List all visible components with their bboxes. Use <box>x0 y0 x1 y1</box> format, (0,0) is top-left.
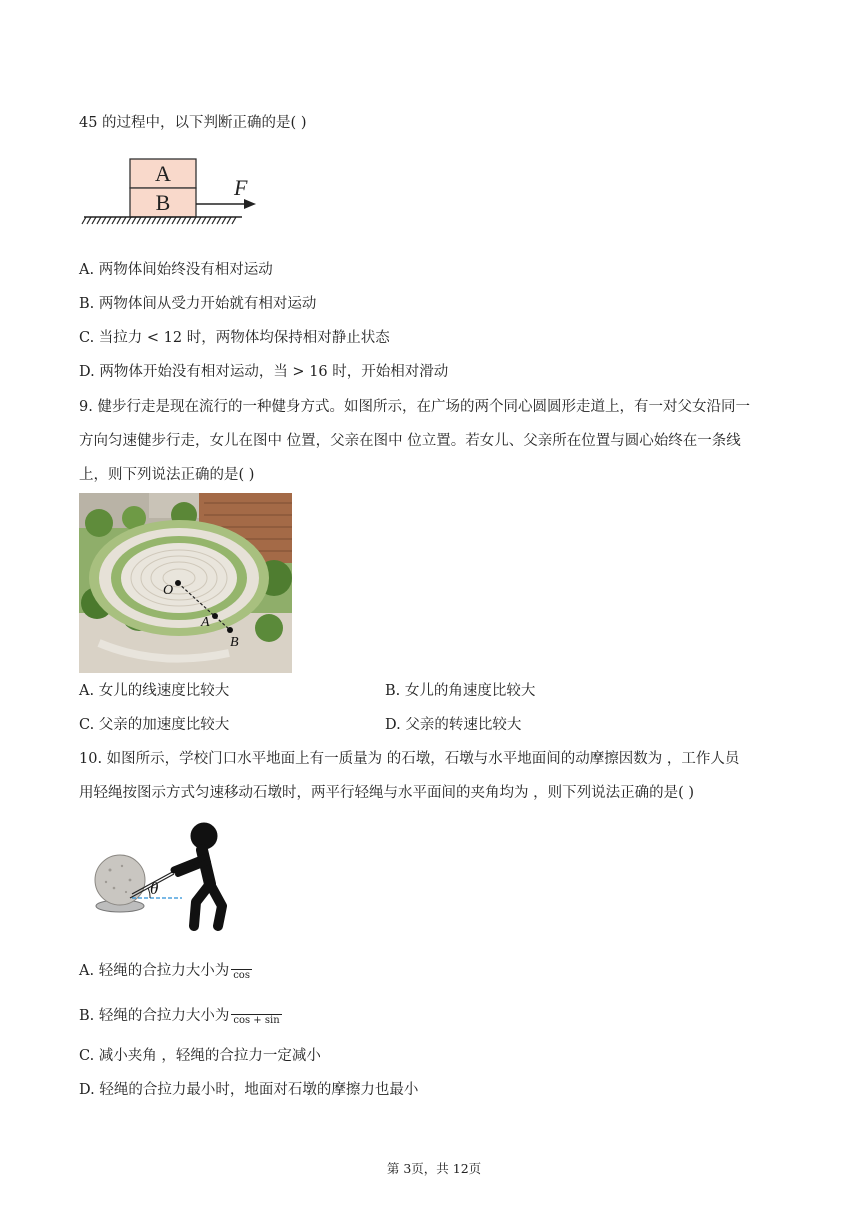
label-b: B <box>230 635 239 650</box>
ground-hatch <box>132 217 136 224</box>
ground-hatch <box>202 217 206 224</box>
q10-stem-line-2: 用轻绳按图示方式匀速移动石墩时，两平行轻绳与水平面间的夹角均为 ，则下列说法正确的是( ) <box>79 785 695 801</box>
ground-hatch <box>147 217 151 224</box>
ground-hatch <box>97 217 101 224</box>
ground-hatch <box>87 217 91 224</box>
block-b-label: B <box>155 190 171 215</box>
ground-hatch <box>217 217 221 224</box>
q10-option-a: A. 轻绳的合拉力大小为 cos <box>79 960 252 982</box>
ground-hatch <box>182 217 186 224</box>
q10-option-d: D. 轻绳的合拉力最小时，地面对石墩的摩擦力也最小 <box>79 1082 419 1098</box>
ground-hatch <box>107 217 111 224</box>
q9-option-a: A. 女儿的线速度比较大 <box>79 683 230 699</box>
q9-option-b: B. 女儿的角速度比较大 <box>385 683 536 699</box>
label-o: O <box>163 583 174 598</box>
q8-option-c: C. 当拉力 < 12 时，两物体均保持相对静止状态 <box>79 330 390 346</box>
stone <box>95 855 145 905</box>
q8-stem: 45 的过程中，以下判断正确的是( ) <box>79 115 307 131</box>
q8-block-diagram <box>82 155 282 230</box>
q9-stem-line-1: 9. 健步行走是现在流行的一种健身方式。如图所示，在广场的两个同心圆圆形走道上，有一对父女沿同一 <box>79 399 750 415</box>
ground-hatch <box>192 217 196 224</box>
q8-option-d: D. 两物体开始没有相对运动，当 > 16 时，开始相对滑动 <box>79 364 449 380</box>
ground-hatch <box>162 217 166 224</box>
ground-hatch <box>157 217 161 224</box>
q10-stem-line-1: 10. 如图所示，学校门口水平地面上有一质量为 的石墩，石墩与水平地面间的动摩擦因数为 ，工作人员 <box>79 751 740 767</box>
q9-stem-line-3: 上，则下列说法正确的是( ) <box>79 467 255 483</box>
q9-stem-line-2: 方向匀速健步行走，女儿在图中 位置，父亲在图中 位立置。若女儿、父亲所在位置与圆心始终在一条线 <box>79 433 741 449</box>
ground-hatch <box>212 217 216 224</box>
q10-option-b: B. 轻绳的合拉力大小为 cos + sin <box>79 1005 282 1027</box>
ground-hatch <box>197 217 201 224</box>
ground-hatch <box>127 217 131 224</box>
label-a: A <box>201 615 210 630</box>
ground-hatch <box>142 217 146 224</box>
ground-hatch <box>137 217 141 224</box>
q10-stone-pulling-figure <box>92 822 232 937</box>
point-a <box>212 613 218 619</box>
page-footer: 第 3页，共 12页 <box>386 1161 482 1176</box>
q9-option-d: D. 父亲的转速比较大 <box>385 717 522 733</box>
ground-hatch <box>122 217 126 224</box>
ground-hatch <box>227 217 231 224</box>
q8-option-a: A. 两物体间始终没有相对运动 <box>79 262 273 278</box>
ground-hatch <box>117 217 121 224</box>
point-o <box>175 580 181 586</box>
q9-option-c: C. 父亲的加速度比较大 <box>79 717 230 733</box>
q9-plaza-photo <box>79 493 292 673</box>
ground-hatch <box>92 217 96 224</box>
q10-option-c: C. 减小夹角 ，轻绳的合拉力一定减小 <box>79 1048 321 1064</box>
ground-hatch <box>187 217 191 224</box>
force-label: F <box>234 175 248 200</box>
point-b <box>227 627 233 633</box>
ground-hatch <box>172 217 176 224</box>
ground-hatch <box>177 217 181 224</box>
ground-hatch <box>82 217 86 224</box>
ground-hatch <box>152 217 156 224</box>
block-a-label: A <box>155 161 171 186</box>
ground-hatch <box>232 217 236 224</box>
ground-hatch <box>102 217 106 224</box>
ground-hatch <box>167 217 171 224</box>
q8-option-b: B. 两物体间从受力开始就有相对运动 <box>79 296 317 312</box>
ground-hatch <box>207 217 211 224</box>
ground-hatch <box>222 217 226 224</box>
angle-theta: θ <box>150 879 159 898</box>
worker <box>174 823 222 926</box>
ground-hatch <box>112 217 116 224</box>
force-arrow-head <box>244 199 256 209</box>
